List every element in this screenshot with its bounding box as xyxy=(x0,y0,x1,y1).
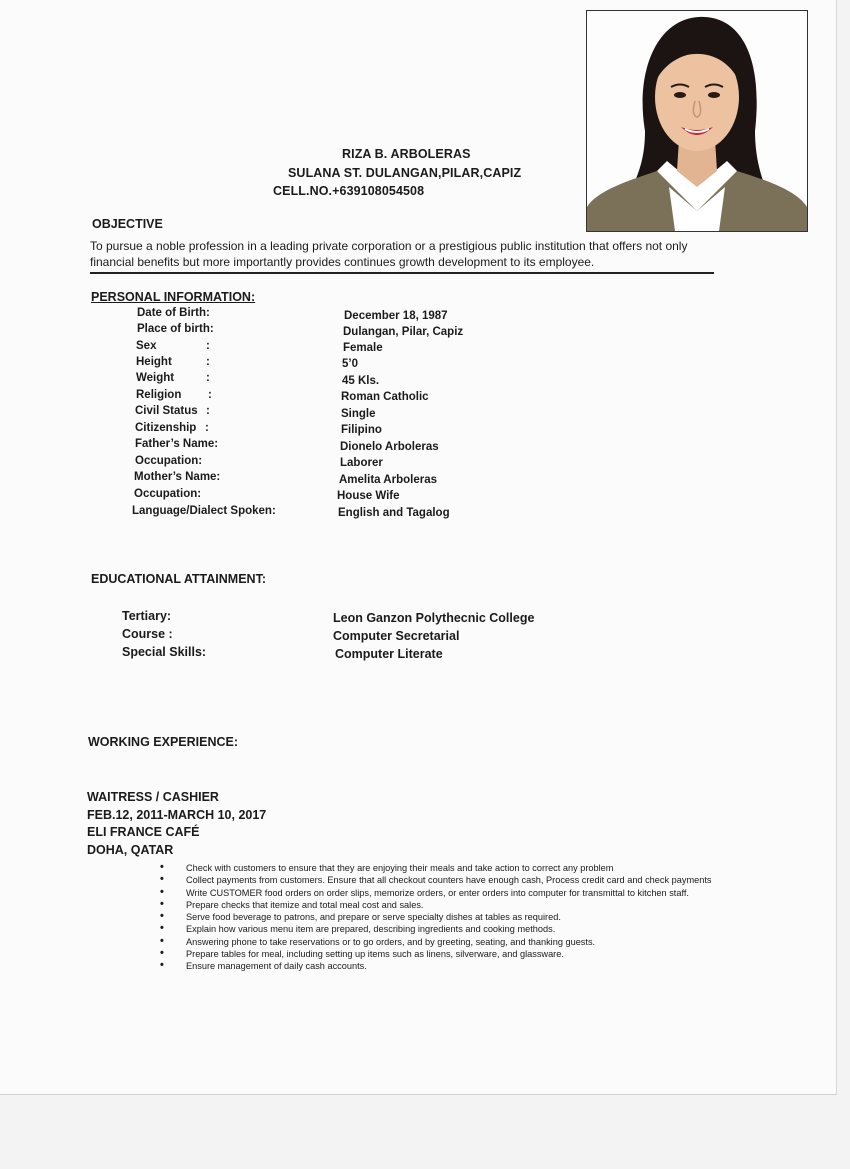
job-location: DOHA, QATAR xyxy=(87,843,174,857)
personal-info-heading: PERSONAL INFORMATION: xyxy=(91,290,256,304)
profile-photo xyxy=(586,10,808,232)
pi-colon: : xyxy=(208,389,212,401)
duty-item: • Write CUSTOMER food orders on order slips, memorize orders, or enter orders into computer for transmittal to kitchen staff. xyxy=(160,887,720,899)
pi-label: Occupation: xyxy=(135,455,203,467)
edu-value: Computer Literate xyxy=(335,647,443,661)
pi-value: 5’0 xyxy=(342,358,358,370)
duty-item: • Serve food beverage to patrons, and prepare or serve specialty dishes at tables as required. xyxy=(160,911,720,923)
pi-label: Father’s Name: xyxy=(135,438,219,450)
job-dates: FEB.12, 2011-MARCH 10, 2017 xyxy=(87,808,267,822)
pi-value: Roman Catholic xyxy=(341,391,429,403)
objective-heading: OBJECTIVE xyxy=(92,217,163,231)
duty-item: • Prepare checks that itemize and total meal cost and sales. xyxy=(160,899,720,911)
duty-item: • Answering phone to take reservations or to go orders, and by greeting, seating, and thanking guests. xyxy=(160,936,720,948)
edu-value: Computer Secretarial xyxy=(333,629,460,643)
edu-label: Course : xyxy=(122,627,173,641)
applicant-address: SULANA ST. DULANGAN,PILAR,CAPIZ xyxy=(288,166,522,180)
objective-text: To pursue a noble profession in a leading private corporation or a prestigious public institution that offers not only financial benefits but more importantly provides continues growth development to its employee. xyxy=(90,239,688,269)
pi-colon: : xyxy=(206,372,210,384)
section-divider xyxy=(90,272,714,274)
applicant-name: RIZA B. ARBOLERAS xyxy=(342,147,471,161)
pi-label: Date of Birth: xyxy=(137,307,210,319)
edu-label: Tertiary: xyxy=(122,609,172,623)
edu-label: Special Skills: xyxy=(122,645,207,659)
pi-label: Mother’s Name: xyxy=(134,471,221,483)
applicant-cell: CELL.NO.+639108054508 xyxy=(273,184,425,198)
pi-value: Single xyxy=(341,408,376,420)
work-heading: WORKING EXPERIENCE: xyxy=(88,735,239,749)
pi-value: Laborer xyxy=(340,457,383,469)
pi-label: Sex xyxy=(136,340,157,352)
pi-label: Height xyxy=(136,356,172,368)
duty-item: • Explain how various menu item are prepared, describing ingredients and cooking methods. xyxy=(160,923,720,935)
pi-label: Weight xyxy=(136,372,175,384)
pi-value: Dulangan, Pilar, Capiz xyxy=(343,326,464,338)
pi-value: House Wife xyxy=(337,490,400,502)
pi-label: Civil Status xyxy=(135,405,198,417)
portrait-image xyxy=(587,11,807,231)
job-position: WAITRESS / CASHIER xyxy=(87,790,219,804)
pi-value: Female xyxy=(343,342,383,354)
edu-value: Leon Ganzon Polythecnic College xyxy=(333,611,535,625)
duty-item: • Check with customers to ensure that they are enjoying their meals and take action to correct any problem xyxy=(160,862,720,874)
pi-value: Filipino xyxy=(341,424,382,436)
pi-label: Place of birth: xyxy=(137,323,214,335)
pi-colon: : xyxy=(206,356,210,368)
pi-value: December 18, 1987 xyxy=(344,310,448,322)
job-company: ELI FRANCE CAFÉ xyxy=(87,825,200,839)
pi-value: Amelita Arboleras xyxy=(339,474,437,486)
pi-label: Religion xyxy=(136,389,182,401)
pi-colon: : xyxy=(206,405,210,417)
duty-item: • Collect payments from customers. Ensure that all checkout counters have enough cash, Process credit card and check payments xyxy=(160,874,720,886)
job-duties-list xyxy=(160,862,720,973)
pi-value: English and Tagalog xyxy=(338,507,450,519)
pi-value: 45 Kls. xyxy=(342,375,380,387)
pi-label: Citizenship xyxy=(135,422,197,434)
education-heading: EDUCATIONAL ATTAINMENT: xyxy=(91,572,266,586)
pi-colon: : xyxy=(206,340,210,352)
duty-item: • Prepare tables for meal, including setting up items such as linens, silverware, and glassware. xyxy=(160,948,720,960)
pi-value: Dionelo Arboleras xyxy=(340,441,439,453)
duty-item: • Ensure management of daily cash accounts. xyxy=(160,960,720,972)
pi-label: Occupation: xyxy=(134,488,202,500)
pi-colon: : xyxy=(205,422,209,434)
pi-label: Language/Dialect Spoken: xyxy=(132,505,276,517)
